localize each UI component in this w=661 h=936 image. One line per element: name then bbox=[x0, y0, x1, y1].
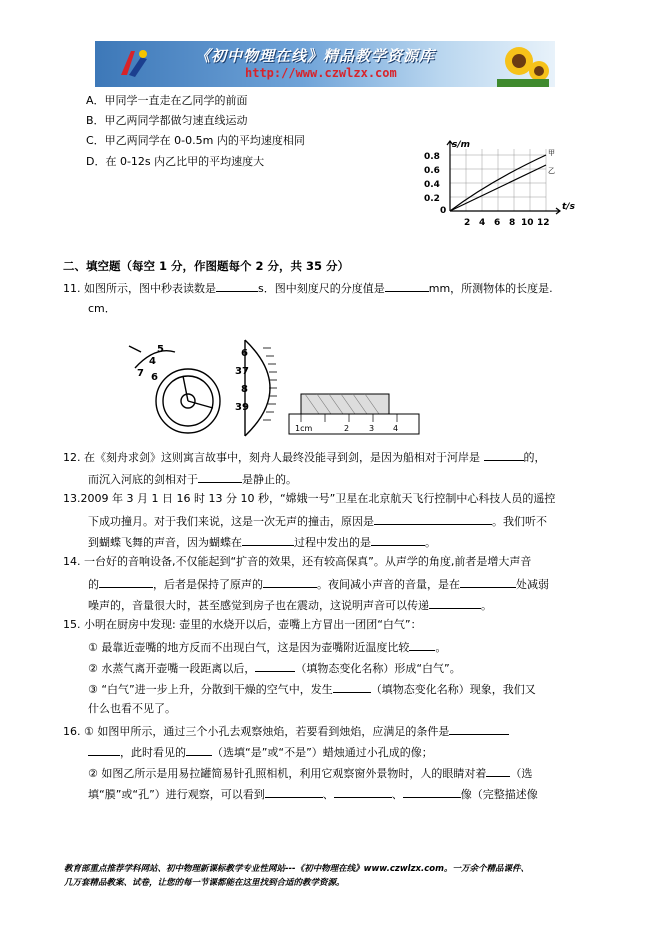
q12-text-a: 12. 在《刻舟求剑》这则寓言故事中，刻舟人最终没能寻到剑，是因为船相对于河岸是 bbox=[63, 451, 480, 464]
header-url[interactable]: http://www.czwlzx.com bbox=[245, 66, 397, 80]
q12-text-c: 而沉入河底的剑相对于 bbox=[88, 473, 198, 486]
page-footer bbox=[64, 862, 604, 890]
q16-line1 bbox=[63, 723, 509, 739]
q11-text-a: 11. 如图所示，图中秒表读数是 bbox=[63, 282, 216, 295]
q14-text-a: 的 bbox=[88, 578, 99, 591]
q15-text-b: 。 bbox=[435, 641, 447, 654]
q13-text-b: 。我们听不 bbox=[492, 515, 547, 528]
q16-text-a: 16. ① 如图甲所示，通过三个小孔去观察烛焰，若要看到烛焰，应满足的条件是 bbox=[63, 725, 450, 738]
scale-label: 37 bbox=[235, 366, 249, 377]
graph-xtick: 6 bbox=[494, 218, 501, 228]
q16-text-b: ，此时看见的 bbox=[120, 746, 186, 759]
q16-line2 bbox=[88, 744, 433, 760]
graph-xlabel: t/s bbox=[562, 202, 575, 212]
q14-text-c: 。夜间减小声音的音量，是在 bbox=[317, 578, 460, 591]
q16-text-d: ② 如图乙所示是用易拉罐简易针孔照相机，利用它观察窗外景物时，人的眼睛对着 bbox=[88, 767, 487, 780]
footer-line: 教育部重点推荐学科网站、初中物理新课标教学专业性网站---《初中物理在线》www.czwlzx.com。一万余个精品课件、 bbox=[64, 864, 529, 874]
answer-blank[interactable] bbox=[429, 597, 481, 609]
q16-text-i: 像（完整描述像 bbox=[460, 788, 538, 801]
header-banner bbox=[95, 41, 555, 87]
graph-xtick: 2 bbox=[464, 218, 471, 228]
q16-line3 bbox=[88, 765, 532, 781]
answer-blank[interactable] bbox=[242, 534, 294, 546]
answer-blank[interactable] bbox=[265, 786, 323, 798]
watch-label: 6 bbox=[151, 372, 158, 383]
answer-blank[interactable] bbox=[449, 723, 509, 735]
answer-blank[interactable] bbox=[385, 280, 429, 292]
option-a: A．甲同学一直走在乙同学的前面 bbox=[86, 94, 248, 107]
answer-blank[interactable] bbox=[486, 765, 510, 777]
option-b: B．甲乙两同学都做匀速直线运动 bbox=[86, 114, 248, 127]
graph-ytick: 0.6 bbox=[424, 166, 440, 176]
answer-blank[interactable] bbox=[333, 681, 371, 693]
q11-line1 bbox=[63, 280, 553, 296]
graph-ylabel: s/m bbox=[452, 140, 471, 150]
q14-line2 bbox=[88, 576, 549, 592]
q15-text-c: ② 水蒸气离开壶嘴一段距离以后， bbox=[88, 662, 256, 675]
q16-text-c: （选填“是”或“不是”）蜡烛通过小孔成的像； bbox=[212, 746, 433, 759]
graph-ytick: 0.4 bbox=[424, 180, 440, 190]
answer-blank[interactable] bbox=[198, 471, 242, 483]
q13-text-d: 过程中发出的是 bbox=[294, 536, 371, 549]
scale-label: 6 bbox=[241, 348, 248, 359]
ruler-label: 1cm bbox=[295, 424, 313, 433]
footer-line: 几万套精品教案、试卷，让您的每一节课都能在这里找到合适的教学资源。 bbox=[64, 878, 345, 888]
q15-line3 bbox=[88, 660, 461, 676]
q12-line1 bbox=[63, 449, 546, 465]
q12-line2 bbox=[88, 471, 297, 487]
answer-blank[interactable] bbox=[99, 576, 153, 588]
header-title: 《初中物理在线》精品教学资源库 bbox=[195, 47, 436, 65]
logo-icon bbox=[117, 47, 151, 81]
answer-blank[interactable] bbox=[334, 786, 392, 798]
q16-text-e: （选 bbox=[510, 767, 533, 780]
watch-label: 4 bbox=[149, 356, 156, 367]
q16-text-g: 、 bbox=[322, 788, 334, 801]
q15-text-e: ③ “白气”进一步上升，分散到干燥的空气中，发生 bbox=[88, 683, 333, 696]
q15-line5: 什么也看不见了。 bbox=[88, 702, 176, 715]
q13-text-e: 。 bbox=[425, 536, 436, 549]
q11-line2: cm． bbox=[88, 302, 116, 315]
q14-text-d: 处减弱 bbox=[516, 578, 549, 591]
q16-text-f: 填“膜”或“孔”）进行观察，可以看到 bbox=[88, 788, 265, 801]
q15-text-a: ① 最靠近壶嘴的地方反而不出现白气，这是因为壶嘴附近温度比较 bbox=[88, 641, 410, 654]
graph-ytick: 0.8 bbox=[424, 152, 440, 162]
scale-label: 8 bbox=[241, 384, 248, 395]
q13-line3 bbox=[88, 534, 436, 550]
ruler-label: 2 bbox=[344, 424, 350, 433]
stopwatch-ruler-figure bbox=[125, 338, 425, 438]
q16-line4 bbox=[88, 786, 538, 802]
q14-text-f: 。 bbox=[481, 599, 492, 612]
q13-line2 bbox=[88, 513, 547, 529]
st-graph bbox=[420, 135, 590, 235]
q13-text-c: 到蝴蝶飞舞的声音，因为蝴蝶在 bbox=[88, 536, 242, 549]
q16-text-h: 、 bbox=[391, 788, 403, 801]
q13-text-a: 下成功撞月。对于我们来说，这是一次无声的撞击，原因是 bbox=[88, 515, 374, 528]
option-c: C．甲乙两同学在 0-0.5m 内的平均速度相同 bbox=[86, 134, 305, 147]
q14-text-e: 噪声的，音量很大时，甚至感觉到房子也在震动，这说明声音可以传递 bbox=[88, 599, 429, 612]
graph-ytick: 0.2 bbox=[424, 194, 440, 204]
graph-xtick: 4 bbox=[479, 218, 486, 228]
answer-blank[interactable] bbox=[409, 639, 435, 651]
q12-text-b: 的， bbox=[523, 451, 546, 464]
ruler-label: 4 bbox=[393, 424, 399, 433]
graph-xtick: 12 bbox=[537, 218, 550, 228]
q15-line2 bbox=[88, 639, 446, 655]
q15-line4 bbox=[88, 681, 536, 697]
option-d: D．在 0-12s 内乙比甲的平均速度大 bbox=[86, 155, 265, 168]
q15-text-f: （填物态变化名称）现象，我们又 bbox=[370, 683, 536, 696]
series-yi-label: 乙 bbox=[548, 167, 555, 175]
q15-line1: 15. 小明在厨房中发现: 壶里的水烧开以后，壶嘴上方冒出一团团“白气”： bbox=[63, 618, 422, 631]
ruler-label: 3 bbox=[369, 424, 375, 433]
watch-label: 7 bbox=[137, 368, 144, 379]
q14-line3 bbox=[88, 597, 492, 613]
answer-blank[interactable] bbox=[255, 660, 295, 672]
answer-blank[interactable] bbox=[371, 534, 425, 546]
section-title: 二、填空题（每空 1 分，作图题每个 2 分，共 35 分） bbox=[63, 259, 350, 273]
q11-text-c: mm，所测物体的长度是. bbox=[428, 282, 553, 295]
answer-blank[interactable] bbox=[186, 744, 212, 756]
answer-blank[interactable] bbox=[484, 449, 524, 461]
graph-xtick: 8 bbox=[509, 218, 516, 228]
series-jia-label: 甲 bbox=[548, 149, 555, 157]
answer-blank[interactable] bbox=[374, 513, 492, 525]
watch-label: 5 bbox=[157, 344, 164, 355]
q14-line1: 14. 一台好的音响设备,不仅能起到“扩音的效果，还有较高保真”。从声学的角度,前者是增大声音 bbox=[63, 555, 532, 568]
answer-blank[interactable] bbox=[263, 576, 317, 588]
q14-text-b: ，后者是保持了原声的 bbox=[153, 578, 263, 591]
measured-object bbox=[301, 394, 389, 414]
graph-xtick: 10 bbox=[521, 218, 534, 228]
sunflower-icon bbox=[497, 41, 549, 87]
ruler bbox=[289, 394, 419, 434]
answer-blank[interactable] bbox=[216, 280, 258, 292]
graph-ytick: 0 bbox=[440, 206, 447, 216]
q11-text-b: s．图中刻度尺的分度值是 bbox=[258, 282, 385, 295]
answer-blank[interactable] bbox=[88, 744, 120, 756]
answer-blank[interactable] bbox=[460, 576, 516, 588]
q15-text-d: （填物态变化名称）形成“白气”。 bbox=[295, 662, 461, 675]
scale-label: 39 bbox=[235, 402, 249, 413]
q13-line1: 13.2009 年 3 月 1 日 16 时 13 分 10 秒，“嫦娥一号”卫星在北京航天飞行控制中心科技人员的遥控 bbox=[63, 492, 556, 505]
q12-text-d: 是静止的。 bbox=[242, 473, 297, 486]
answer-blank[interactable] bbox=[403, 786, 461, 798]
